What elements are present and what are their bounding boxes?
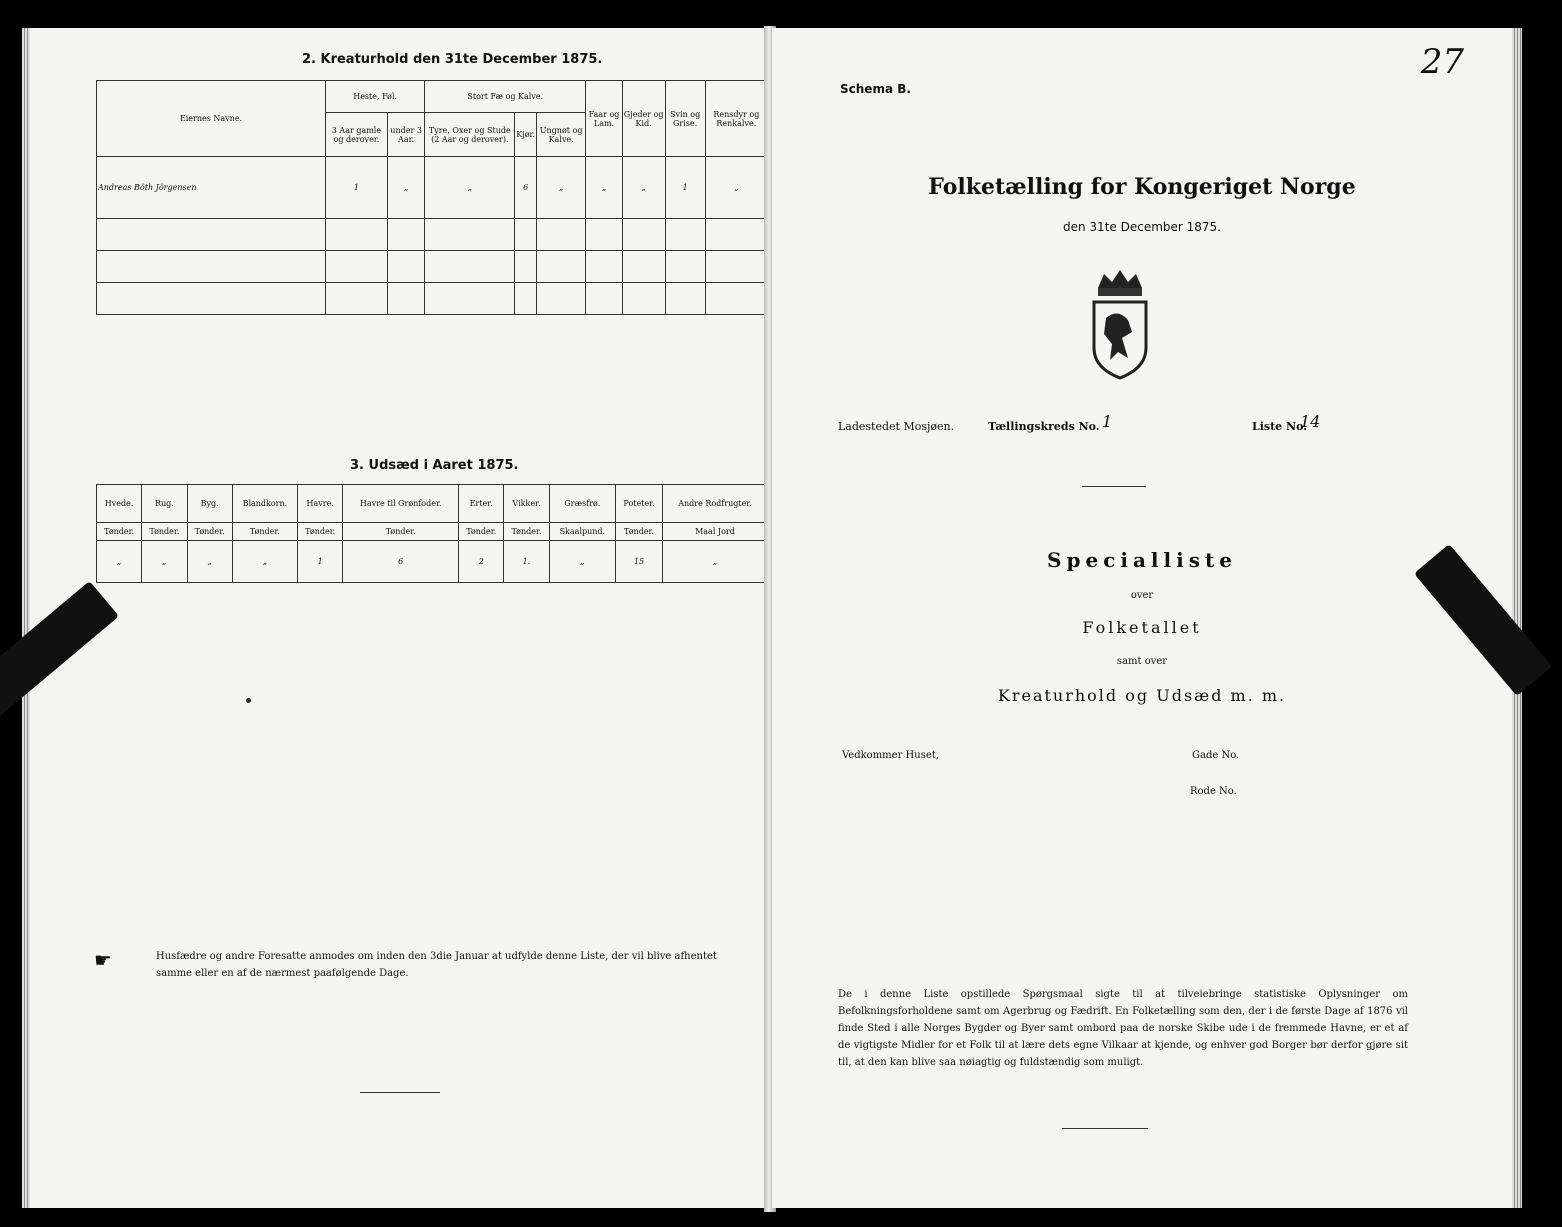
pigs-header: Svin og Grise. — [665, 81, 705, 157]
seed-value: „ — [97, 541, 142, 583]
footnote-text: De i denne Liste opstillede Spørgsmaal sigte til at tilveiebringe statistiske Oplysninger om Befolkningsforholdene samt om Agerbrug og Fædrift. En Folketælling som den, der i de første Dage af 1876 vil finde Sted i alle Norges Bygder og Byer samt ombord paa de norske Skibe ude i de fremmede Havne, er et af de vigtigste Midler for et Folk til at lære dets egne Vilkaar at kjende, og enhver god Borger bør derfor gjøre sit til, at den kan blive saa nøiagtig og fuldstændig som muligt. — [838, 989, 1408, 1068]
horses-3yr-header: 3 Aar gamle og derover. — [326, 113, 388, 157]
seed-value: „ — [232, 541, 297, 583]
cell-value: 1 — [665, 157, 705, 219]
seed-unit: Tønder. — [97, 523, 142, 541]
seed-unit: Maal Jord — [663, 523, 768, 541]
seed-value: 1. — [504, 541, 549, 583]
seed-header: Byg. — [187, 485, 232, 523]
cell-value: „ — [387, 157, 424, 219]
table-row — [97, 251, 768, 283]
seed-unit: Tønder. — [343, 523, 459, 541]
cell-value: „ — [705, 157, 767, 219]
cell-value: „ — [537, 157, 586, 219]
seed-unit: Tønder. — [504, 523, 549, 541]
goats-header: Gjeder og Kid. — [622, 81, 665, 157]
right-page-edges — [1512, 28, 1522, 1208]
folketallet-label: Folketallet — [1082, 618, 1202, 637]
cell-value: 6 — [515, 157, 537, 219]
rode-label: Rode No. — [1190, 786, 1237, 797]
seed-unit: Tønder. — [298, 523, 343, 541]
cell-value: „ — [425, 157, 515, 219]
schema-label: Schema B. — [840, 82, 911, 96]
horses-under3-header: under 3 Aar. — [387, 113, 424, 157]
seed-value: „ — [549, 541, 615, 583]
divider — [360, 1092, 440, 1093]
cell-value: 1 — [326, 157, 388, 219]
vedkommer-label: Vedkommer Huset, — [842, 750, 939, 761]
seed-unit: Tønder. — [616, 523, 663, 541]
table-row — [97, 157, 768, 219]
district-number: 1 — [1102, 412, 1113, 431]
main-title: Folketælling for Kongeriget Norge — [928, 174, 1356, 200]
seed-header: Havre til Grønfoder. — [343, 485, 459, 523]
table-row — [97, 283, 768, 315]
cattle-header: Stort Fæ og Kalve. — [425, 81, 586, 113]
seed-value: 6 — [343, 541, 459, 583]
cell-value: „ — [622, 157, 665, 219]
gade-label: Gade No. — [1192, 750, 1240, 761]
right-page — [772, 28, 1512, 1208]
calves-header: Ungnøt og Kalve. — [537, 113, 586, 157]
seed-table — [96, 484, 768, 583]
seed-value: 2 — [459, 541, 504, 583]
livestock-title: 2. Kreaturhold den 31te December 1875. — [302, 52, 603, 67]
sheep-header: Faar og Lam. — [586, 81, 623, 157]
bulls-header: Tyre, Oxer og Stude (2 Aar og derover). — [425, 113, 515, 157]
cell-value: „ — [586, 157, 623, 219]
seed-header: Vikker. — [504, 485, 549, 523]
seed-header: Blandkorn. — [232, 485, 297, 523]
census-date: den 31te December 1875. — [1063, 220, 1221, 234]
seed-header: Andre Rodfrugter. — [663, 485, 768, 523]
seed-header: Hvede. — [97, 485, 142, 523]
ink-dot — [246, 698, 251, 703]
coat-of-arms-icon — [1088, 268, 1152, 380]
owner-name: Andreas Böth Jörgensen — [97, 157, 326, 219]
notice-text: Husfædre og andre Foresatte anmodes om inden den 3die Januar at udfylde denne Liste, der vil blive afhentet samme eller en af de nærmest paafølgende Dage. — [156, 951, 717, 979]
divider — [1062, 1128, 1148, 1129]
reindeer-header: Rensdyr og Renkalve. — [705, 81, 767, 157]
cows-header: Kjør. — [515, 113, 537, 157]
list-number: 14 — [1300, 412, 1321, 431]
seed-unit: Tønder. — [142, 523, 187, 541]
place-label: Ladestedet Mosjøen. — [838, 420, 955, 433]
left-page — [30, 28, 768, 1208]
seed-unit: Tønder. — [459, 523, 504, 541]
livestock-subtitle: Kreaturhold og Udsæd m. m. — [997, 686, 1287, 705]
seed-unit: Tønder. — [187, 523, 232, 541]
divider — [1082, 486, 1146, 487]
table-row — [97, 541, 768, 583]
seed-value: „ — [187, 541, 232, 583]
livestock-table — [96, 80, 768, 315]
pointing-hand-icon: ☛ — [94, 948, 112, 972]
seed-header: Poteter. — [616, 485, 663, 523]
seed-value: 15 — [616, 541, 663, 583]
page-number: 27 — [1420, 42, 1464, 82]
seed-header: Rug. — [142, 485, 187, 523]
seed-value: „ — [142, 541, 187, 583]
district-label: Tællingskreds No. — [988, 420, 1100, 433]
seed-header: Græsfrø. — [549, 485, 615, 523]
seed-title: 3. Udsæd i Aaret 1875. — [350, 458, 519, 473]
seed-value: „ — [663, 541, 768, 583]
seed-unit: Tønder. — [232, 523, 297, 541]
seed-header: Havre. — [298, 485, 343, 523]
seed-value: 1 — [298, 541, 343, 583]
seed-unit: Skaalpund. — [549, 523, 615, 541]
horses-header: Heste, Føl. — [326, 81, 425, 113]
owner-header: Eiernes Navne. — [97, 81, 326, 157]
table-row — [97, 219, 768, 251]
special-list-title: Specialliste — [1047, 548, 1237, 572]
samt-over-label: samt over — [1116, 656, 1168, 667]
over-label: over — [1130, 590, 1154, 601]
seed-header: Erter. — [459, 485, 504, 523]
list-label: Liste No. — [1252, 420, 1308, 433]
